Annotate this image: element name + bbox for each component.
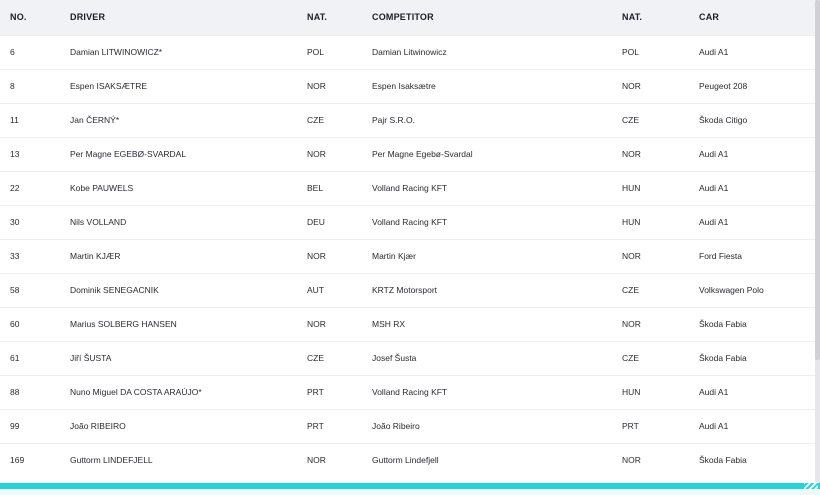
cell-no: 88	[0, 375, 70, 409]
cell-competitor-nationality: HUN	[622, 375, 699, 409]
cell-driver-nationality: DEU	[307, 205, 372, 239]
table-row	[0, 409, 815, 443]
table-row	[0, 443, 815, 477]
cell-car: Audi A1	[699, 205, 815, 239]
cell-driver: Jan ČERNÝ*	[70, 103, 307, 137]
cell-driver: Nuno Miguel DA COSTA ARAÚJO*	[70, 375, 307, 409]
cell-competitor-nationality: NOR	[622, 239, 699, 273]
cell-no: 169	[0, 443, 70, 477]
cell-driver-nationality: PRT	[307, 409, 372, 443]
scrollbar-thumb[interactable]	[815, 0, 820, 360]
table-row	[0, 35, 815, 69]
cell-car: Audi A1	[699, 137, 815, 171]
cell-competitor: Espen Isaksætre	[372, 69, 622, 103]
cell-competitor-nationality: HUN	[622, 205, 699, 239]
cell-driver-nationality: BEL	[307, 171, 372, 205]
cell-car: Audi A1	[699, 409, 815, 443]
cell-car: Ford Fiesta	[699, 239, 815, 273]
cell-competitor: Guttorm Lindefjell	[372, 443, 622, 477]
cell-car: Audi A1	[699, 375, 815, 409]
table-row	[0, 69, 815, 103]
table-row	[0, 273, 815, 307]
accent-bar-shadow	[0, 489, 820, 495]
cell-competitor: Volland Racing KFT	[372, 205, 622, 239]
column-header-no: NO.	[10, 12, 27, 23]
table-row	[0, 205, 815, 239]
cell-competitor: MSH RX	[372, 307, 622, 341]
cell-no: 13	[0, 137, 70, 171]
table-row	[0, 239, 815, 273]
column-header-driver-nationality: NAT.	[307, 12, 328, 23]
cell-car: Audi A1	[699, 35, 815, 69]
cell-no: 58	[0, 273, 70, 307]
cell-driver: Kobe PAUWELS	[70, 171, 307, 205]
cell-driver-nationality: PRT	[307, 375, 372, 409]
cell-competitor: Per Magne Egebø-Svardal	[372, 137, 622, 171]
column-header-driver: DRIVER	[70, 12, 106, 23]
cell-competitor: Martin Kjær	[372, 239, 622, 273]
cell-driver-nationality: CZE	[307, 103, 372, 137]
cell-driver-nationality: NOR	[307, 137, 372, 171]
cell-driver-nationality: NOR	[307, 307, 372, 341]
table-row	[0, 103, 815, 137]
cell-competitor-nationality: POL	[622, 35, 699, 69]
cell-no: 99	[0, 409, 70, 443]
table-row	[0, 375, 815, 409]
cell-driver-nationality: NOR	[307, 239, 372, 273]
cell-competitor: Josef Šusta	[372, 341, 622, 375]
cell-competitor-nationality: HUN	[622, 171, 699, 205]
cell-driver: Guttorm LINDEFJELL	[70, 443, 307, 477]
cell-car: Škoda Fabia	[699, 307, 815, 341]
cell-car: Škoda Fabia	[699, 443, 815, 477]
cell-competitor-nationality: NOR	[622, 69, 699, 103]
cell-driver: João RIBEIRO	[70, 409, 307, 443]
cell-competitor-nationality: CZE	[622, 341, 699, 375]
cell-competitor-nationality: CZE	[622, 273, 699, 307]
cell-no: 8	[0, 69, 70, 103]
cell-competitor-nationality: PRT	[622, 409, 699, 443]
cell-competitor: João Ribeiro	[372, 409, 622, 443]
cell-driver: Espen ISAKSÆTRE	[70, 69, 307, 103]
table-row	[0, 137, 815, 171]
cell-driver: Dominik SENEGACNIK	[70, 273, 307, 307]
cell-no: 33	[0, 239, 70, 273]
table-row	[0, 307, 815, 341]
column-header-car: CAR	[699, 12, 720, 23]
cell-car: Audi A1	[699, 171, 815, 205]
cell-car: Škoda Citigo	[699, 103, 815, 137]
cell-competitor: KRTZ Motorsport	[372, 273, 622, 307]
cell-driver: Nils VOLLAND	[70, 205, 307, 239]
cell-driver-nationality: AUT	[307, 273, 372, 307]
cell-driver: Jiří ŠUSTA	[70, 341, 307, 375]
cell-driver-nationality: POL	[307, 35, 372, 69]
cell-driver: Marius SOLBERG HANSEN	[70, 307, 307, 341]
column-header-competitor: COMPETITOR	[372, 12, 434, 23]
cell-no: 30	[0, 205, 70, 239]
cell-driver: Per Magne EGEBØ-SVARDAL	[70, 137, 307, 171]
cell-driver: Martin KJÆR	[70, 239, 307, 273]
cell-car: Škoda Fabia	[699, 341, 815, 375]
stripes-decoration	[804, 482, 818, 490]
cell-car: Peugeot 208	[699, 69, 815, 103]
cell-competitor: Volland Racing KFT	[372, 375, 622, 409]
cell-driver-nationality: NOR	[307, 69, 372, 103]
cell-no: 60	[0, 307, 70, 341]
table-row	[0, 171, 815, 205]
table-header-row	[0, 0, 815, 35]
table-header	[0, 0, 815, 35]
cell-competitor-nationality: NOR	[622, 137, 699, 171]
cell-car: Volkswagen Polo	[699, 273, 815, 307]
cell-no: 61	[0, 341, 70, 375]
cell-driver-nationality: CZE	[307, 341, 372, 375]
table-body	[0, 35, 815, 477]
cell-competitor: Damian Litwinowicz	[372, 35, 622, 69]
cell-driver: Damian LITWINOWICZ*	[70, 35, 307, 69]
cell-competitor: Volland Racing KFT	[372, 171, 622, 205]
table-row	[0, 341, 815, 375]
cell-no: 22	[0, 171, 70, 205]
cell-competitor: Pajr S.R.O.	[372, 103, 622, 137]
cell-driver-nationality: NOR	[307, 443, 372, 477]
column-header-competitor-nationality: NAT.	[622, 12, 643, 23]
cell-no: 11	[0, 103, 70, 137]
cell-competitor-nationality: NOR	[622, 443, 699, 477]
cell-competitor-nationality: CZE	[622, 103, 699, 137]
vertical-scrollbar[interactable]	[815, 0, 820, 485]
cell-no: 6	[0, 35, 70, 69]
cell-competitor-nationality: NOR	[622, 307, 699, 341]
